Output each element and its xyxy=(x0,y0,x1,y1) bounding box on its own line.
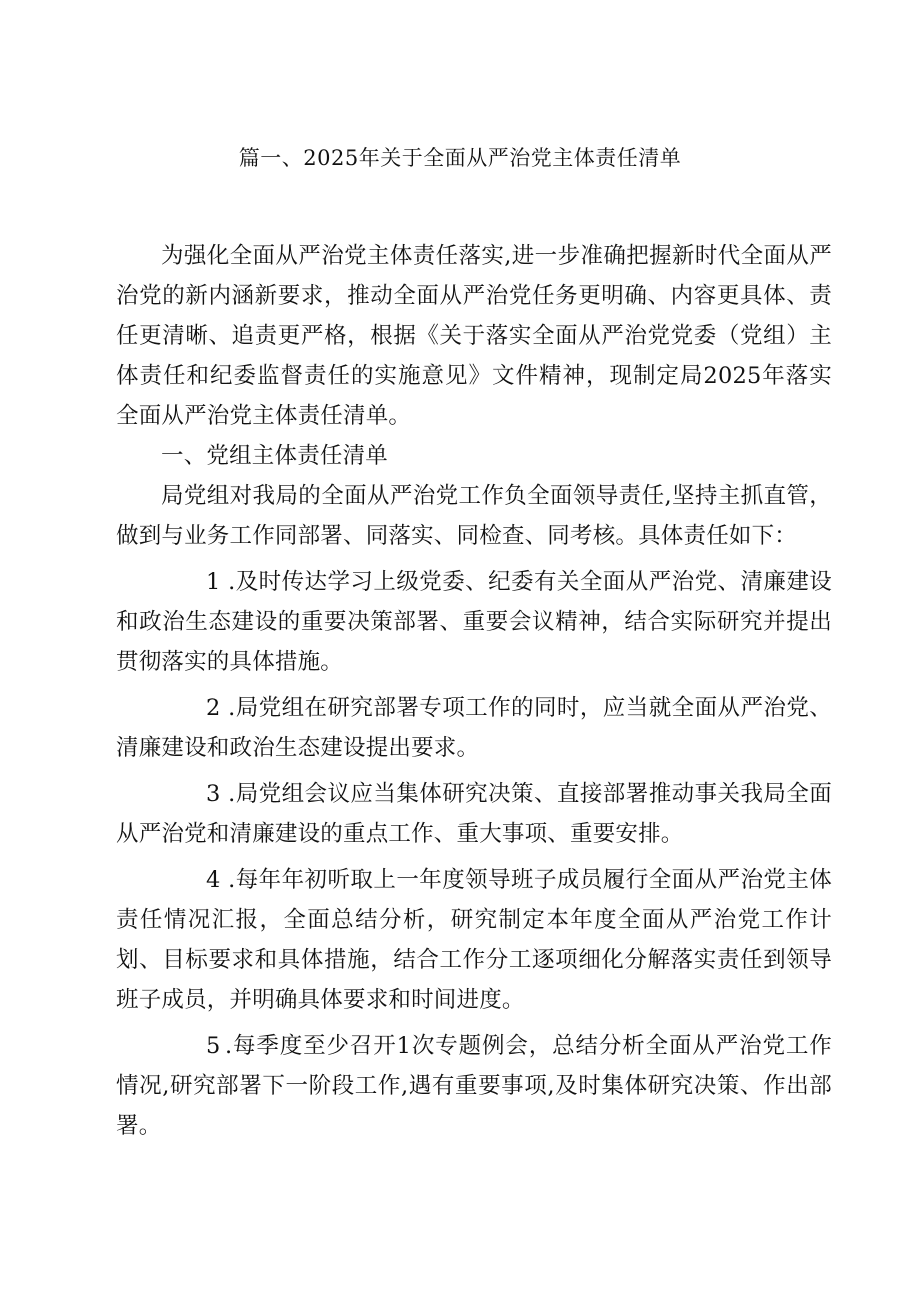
list-item-number: 5 xyxy=(206,1033,221,1059)
list-item-number: 1 xyxy=(206,569,221,595)
list-item xyxy=(116,860,832,1020)
list-item xyxy=(116,1026,832,1146)
list-item-text: .局党组会议应当集体研究决策、直接部署推动事关我局全面从严治党和清廉建设的重点工作、重大事项、重要安排。 xyxy=(116,781,832,847)
document-title: 篇一、2025年关于全面从严治党主体责任清单 xyxy=(238,146,682,170)
list-item-text: .每季度至少召开1次专题例会，总结分析全面从严治党工作情况,研究部署下一阶段工作,遇有重要事项,及时集体研究决策、作出部署。 xyxy=(116,1033,832,1139)
list-item-text: .及时传达学习上级党委、纪委有关全面从严治党、清廉建设和政治生态建设的重要决策部署、重要会议精神，结合实际研究并提出贯彻落实的具体措施。 xyxy=(116,569,832,675)
list-item-text: .局党组在研究部署专项工作的同时，应当就全面从严治党、清廉建设和政治生态建设提出要求。 xyxy=(116,695,832,761)
intro-paragraph: 为强化全面从严治党主体责任落实,进一步准确把握新时代全面从严治党的新内涵新要求，推动全面从严治党任务更明确、内容更具体、责任更清晰、追责更严格，根据《关于落实全面从严治党党委（党组）主体责任和纪委监督责任的实施意见》文件精神，现制定局2025年落实全面从严治党主体责任清单。 xyxy=(116,243,832,429)
list-item-number: 4 xyxy=(206,867,221,893)
section-heading: 一、党组主体责任清单 xyxy=(161,443,389,469)
list-item-number: 2 xyxy=(206,695,221,721)
document-body xyxy=(116,236,832,1146)
list-item xyxy=(116,688,832,768)
list-item-number: 3 xyxy=(206,781,221,807)
list-item xyxy=(116,774,832,854)
list-item xyxy=(116,562,832,682)
list-item-text: .每年年初听取上一年度领导班子成员履行全面从严治党主体责任情况汇报，全面总结分析，研究制定本年度全面从严治党工作计划、目标要求和具体措施，结合工作分工逐项细化分解落实责任到领导班子成员，并明确具体要求和时间进度。 xyxy=(116,867,832,1013)
section-lead-paragraph: 局党组对我局的全面从严治党工作负全面领导责任,坚持主抓直管，做到与业务工作同部署、同落实、同检查、同考核。具体责任如下： xyxy=(116,483,832,549)
